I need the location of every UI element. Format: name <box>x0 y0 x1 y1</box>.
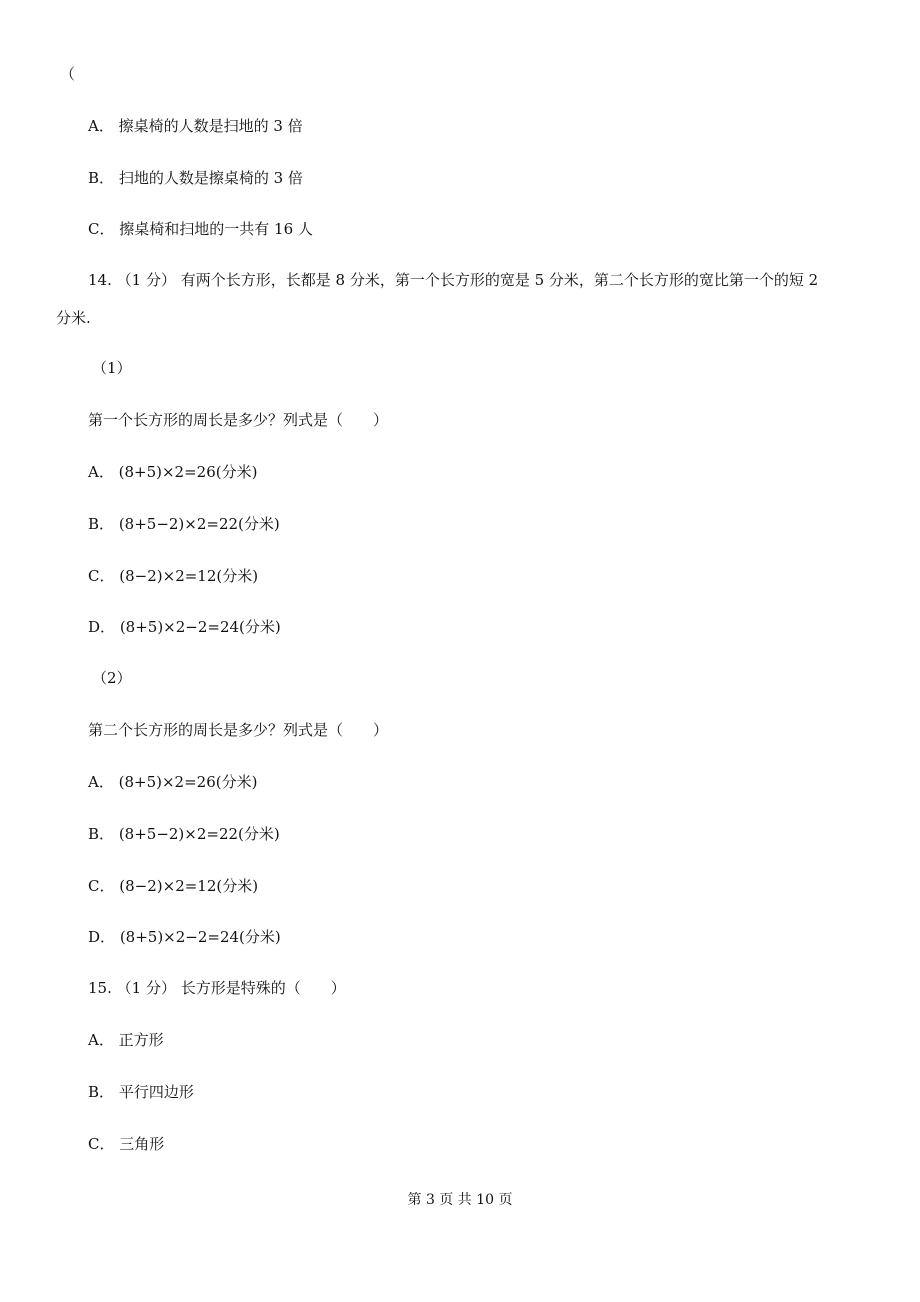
option-letter: D． <box>88 928 116 946</box>
option-letter: C． <box>88 1135 115 1153</box>
q14-stem-continued: 分米. <box>56 309 91 327</box>
option-letter: B． <box>88 169 115 187</box>
q14-sub1-option-a <box>88 462 257 482</box>
q14-sub1-label: （1） <box>92 359 132 377</box>
option-letter: A． <box>88 463 114 481</box>
question-score: （1 分） <box>116 979 176 997</box>
q13-paren-tail: （ <box>60 65 76 83</box>
option-text: 三角形 <box>119 1135 165 1153</box>
q14-stem <box>88 270 818 290</box>
q15-option-c <box>88 1134 164 1154</box>
option-text: 擦桌椅的人数是扫地的 3 倍 <box>118 117 303 135</box>
option-letter: B． <box>88 1083 115 1101</box>
q14-sub2-label: （2） <box>92 669 132 687</box>
option-letter: C． <box>88 567 115 585</box>
question-number: 15. <box>88 979 112 997</box>
q14-sub1-option-c <box>88 566 258 586</box>
q13-option-b <box>88 168 303 188</box>
q13-option-a <box>88 116 303 136</box>
page-number-footer: 第 3 页 共 10 页 <box>407 1192 513 1208</box>
q14-sub1-option-b <box>88 514 280 534</box>
option-text: (8+5)×2=26(分米) <box>118 463 258 481</box>
option-text: (8+5)×2−2=24(分米) <box>119 618 281 636</box>
option-letter: A． <box>88 117 114 135</box>
q15-option-b <box>88 1082 194 1102</box>
option-text: (8+5−2)×2=22(分米) <box>118 515 280 533</box>
option-letter: A． <box>88 1031 114 1049</box>
question-number: 14. <box>88 271 112 289</box>
option-text: (8+5−2)×2=22(分米) <box>118 825 280 843</box>
q14-sub1-question: 第一个长方形的周长是多少？列式是（ ） <box>88 411 389 429</box>
option-text: 平行四边形 <box>118 1083 194 1101</box>
option-letter: C． <box>88 877 115 895</box>
option-letter: B． <box>88 825 115 843</box>
option-text: (8+5)×2=26(分米) <box>118 773 258 791</box>
option-letter: B． <box>88 515 115 533</box>
option-letter: C． <box>88 220 115 238</box>
option-text: (8−2)×2=12(分米) <box>119 877 259 895</box>
q13-option-c <box>88 219 313 239</box>
q14-sub2-option-d <box>88 927 281 947</box>
q14-sub2-option-b <box>88 824 280 844</box>
option-letter: A． <box>88 773 114 791</box>
question-text: 长方形是特殊的（ ） <box>180 979 346 997</box>
q15-stem <box>88 978 346 998</box>
option-text: 扫地的人数是擦桌椅的 3 倍 <box>118 169 303 187</box>
q14-sub2-question: 第二个长方形的周长是多少？列式是（ ） <box>88 721 389 739</box>
option-text: 正方形 <box>118 1031 164 1049</box>
question-text: 有两个长方形，长都是 8 分米，第一个长方形的宽是 5 分米，第二个长方形的宽比第一个的短 2 <box>180 271 819 289</box>
option-text: (8+5)×2−2=24(分米) <box>119 928 281 946</box>
option-text: (8−2)×2=12(分米) <box>119 567 259 585</box>
q14-sub2-option-a <box>88 772 257 792</box>
q14-sub2-option-c <box>88 876 258 896</box>
question-score: （1 分） <box>116 271 176 289</box>
q15-option-a <box>88 1030 164 1050</box>
option-letter: D． <box>88 618 116 636</box>
q14-sub1-option-d <box>88 617 281 637</box>
option-text: 擦桌椅和扫地的一共有 16 人 <box>119 220 313 238</box>
